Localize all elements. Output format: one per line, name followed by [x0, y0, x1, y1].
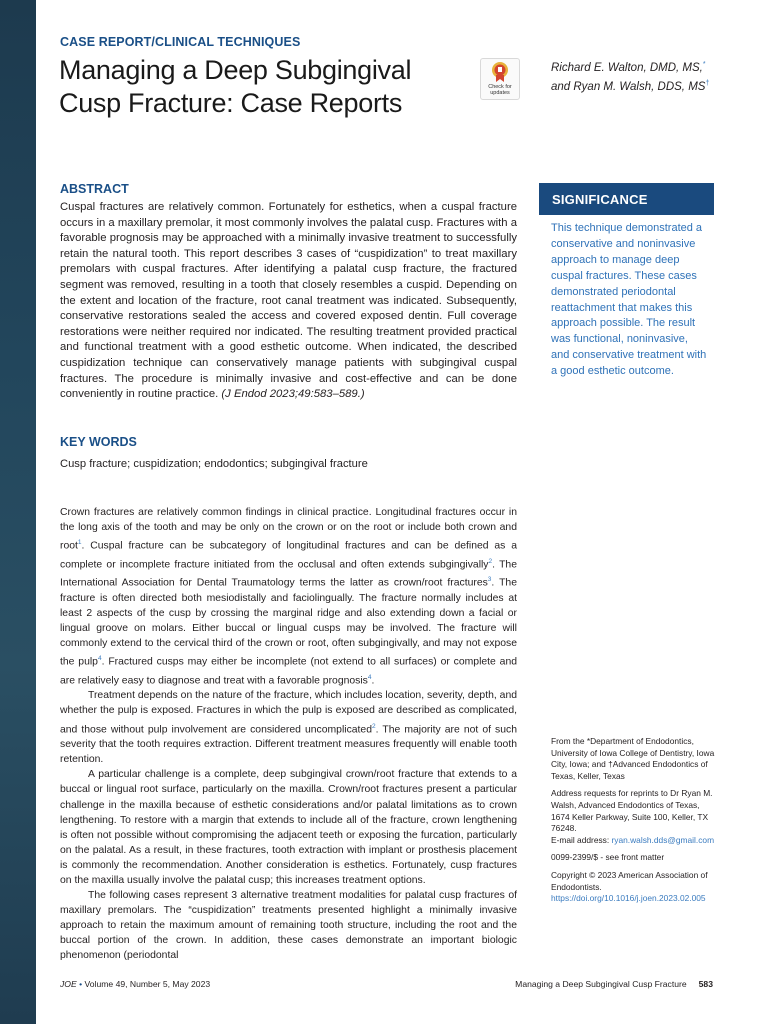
author-2-mark[interactable]: †: [705, 79, 710, 87]
side-color-bar: [0, 0, 36, 1024]
citation-ref[interactable]: 3: [487, 576, 492, 584]
article-body: [60, 505, 517, 964]
author-1-mark[interactable]: *: [702, 61, 706, 68]
body-text-run: Crown fractures are relatively common findings in clinical practice. Longitudinal fractures occur in the long axis of the tooth and may be only on the crown or on the root or include both crown and root: [60, 507, 517, 552]
reprint-address-text: Address requests for reprints to Dr Ryan M. Walsh, Advanced Endodontics of Texas, 1674 Keller Parkway, Suite 100, Keller, TX 76248.: [551, 788, 713, 834]
citation-ref[interactable]: 4: [367, 673, 372, 681]
check-for-updates-badge[interactable]: [480, 58, 520, 100]
significance-heading: SIGNIFICANCE: [552, 192, 648, 207]
section-label: CASE REPORT/CLINICAL TECHNIQUES: [60, 35, 301, 49]
footer-journal-info: [60, 979, 210, 989]
body-paragraph-1: [60, 505, 517, 688]
journal-abbrev: JOE: [60, 979, 77, 989]
running-title: Managing a Deep Subgingival Cusp Fracture: [515, 979, 687, 989]
copyright-block: [551, 870, 716, 905]
copyright-text: Copyright © 2023 American Association of Endodontists.: [551, 869, 708, 892]
body-text-run: .: [371, 675, 375, 687]
body-paragraph-4: The following cases represent 3 alternative treatment modalities for palatal cusp fractures of maxillary premolars. The “cuspidization” treatments presented highlight a minimally invasive approach to retain the maximum amount of remaining tooth structure, including the root and the buccal portion of the crown. In addition, these cases demonstrate an important biologic phenomenon (periodontal: [60, 890, 517, 962]
body-text-run: . Fractured cusps may either be incomplete (not extend to all surfaces) or complete and are relatively easy to diagnose and treat with a favorable prognosis: [60, 656, 518, 687]
body-paragraph-2: [60, 688, 517, 767]
abstract-heading: ABSTRACT: [60, 182, 129, 196]
citation-ref[interactable]: 2: [488, 557, 493, 565]
bookmark-ribbon-icon: [490, 61, 510, 83]
page-number: 583: [698, 979, 713, 989]
affiliations-sidebar: [551, 736, 716, 911]
body-text-run: . The International Association for Dental Traumatology terms the latter as crown/root fractures: [60, 559, 517, 589]
abstract-citation: (J Endod 2023;49:583–589.): [221, 388, 365, 401]
affiliation-from: From the *Department of Endodontics, University of Iowa College of Dentistry, Iowa City, Iowa; and †Advanced Endodontics of Texas, Keller, Texas: [551, 736, 715, 781]
citation-ref[interactable]: 4: [97, 655, 102, 663]
author-2: and Ryan M. Walsh, DDS, MS: [551, 80, 706, 93]
body-text-run: Treatment depends on the nature of the fracture, which includes location, severity, depth, and whether the pulp is exposed. Fractures in which the pulp is exposed are described as complicated, and those without pulp involvement are considered uncomplicated: [60, 690, 517, 736]
email-link[interactable]: ryan.walsh.dds@gmail.com: [611, 834, 715, 845]
doi-link[interactable]: https://doi.org/10.1016/j.joen.2023.02.005: [551, 893, 706, 904]
article-title: Managing a Deep Subgingival Cusp Fracture: Case Reports: [59, 55, 412, 118]
body-paragraph-3: A particular challenge is a complete, deep subgingival crown/root fracture that extends to a buccal or lingual root surface, particularly on the maxilla. Crown/root fractures present a particular challenge in the maxilla because of esthetic considerations and/or palatal limitations as to crown lengthening. To restore with a margin that extends to include all of the fracture, crown lengthening is often not possible without compromising the adjacent teeth or exposing the furcation, particularly on the palatal. As a result, in these fractures, tooth extraction with implant or prosthesis placement is commonly the recommendation. Another consideration is esthetics. Fortunately, cusp fractures on the maxilla usually involve the palatal cusp; this increases treatment options.: [60, 769, 517, 886]
citation-ref[interactable]: 2: [372, 722, 376, 730]
significance-banner: [539, 183, 714, 215]
issn-line: 0099-2399/$ - see front matter: [551, 852, 665, 863]
significance-text: This technique demonstrated a conservative and noninvasive approach to manage deep cuspal fractures. These cases demonstrated periodontal reattachment that makes this approach possible. The result was functional, noninvasive, and conservative treatment with a good esthetic outcome.: [551, 222, 707, 378]
volume-info: Volume 49, Number 5, May 2023: [84, 979, 211, 989]
reprint-address: [551, 788, 716, 846]
email-label: E-mail address:: [551, 834, 612, 845]
body-text-run: . The fracture is often directed both mesiodistally and faciolingually. The fracture normally includes at least 2 aspects of the cusp by crossing the marginal ridge and also extending down a facial or lingual groove on molars. Either buccal or lingual cusps may be involved. The fracture will commonly extend to the cervical third of the crown or root, often subgingivally, and may not expose the pulp: [60, 577, 517, 668]
keywords-text: Cusp fracture; cuspidization; endodontics; subgingival fracture: [60, 458, 368, 470]
footer-bullet: •: [79, 979, 83, 989]
citation-ref[interactable]: 1: [77, 539, 82, 547]
footer-running-title: [515, 979, 713, 989]
author-list: [551, 57, 751, 95]
abstract-body: Cuspal fractures are relatively common. Fortunately for esthetics, when a cuspal fracture occurs in a maxillary premolar, it most commonly involves the palatal cusp. Fractures with a favorable prognosis may be approached with a minimally invasive treatment to successfully retain the natural tooth. This report describes 3 cases of “cuspidization” to treat maxillary premolars with cuspal fractures. After identifying a palatal cusp fracture, the fractured segment was removed, resulting in a tooth that closely resembles a cuspid. Depending on the extent and location of the fracture, root canal treatment was indicated. Subsequently, conservative restorations sealed the access and covered exposed dentin. Full coverage restorations were neither required nor indicated. The resulting treatment provided practical and functional treatment with a good esthetic outcome. When indicated, the described cuspidization technique can conservatively manage patients with subgingival cuspal fractures. The procedure is minimally invasive and cost-effective and can be done conveniently in routine practice.: [60, 201, 517, 401]
body-text-run: . The majority are not of such severity that the tooth requires extraction. Different treatment measures frequently will enable tooth retention.: [60, 724, 518, 766]
body-text-run: . Cuspal fracture can be subcategory of longitudinal fractures and can be defined as a complete or incomplete fracture initiated from the occlusal and often extends subgingivally: [60, 540, 517, 571]
check-for-updates-label: Check for updates: [488, 84, 512, 96]
keywords-heading: KEY WORDS: [60, 435, 137, 449]
abstract-text: [60, 200, 517, 403]
author-1: Richard E. Walton, DMD, MS,: [551, 61, 703, 74]
